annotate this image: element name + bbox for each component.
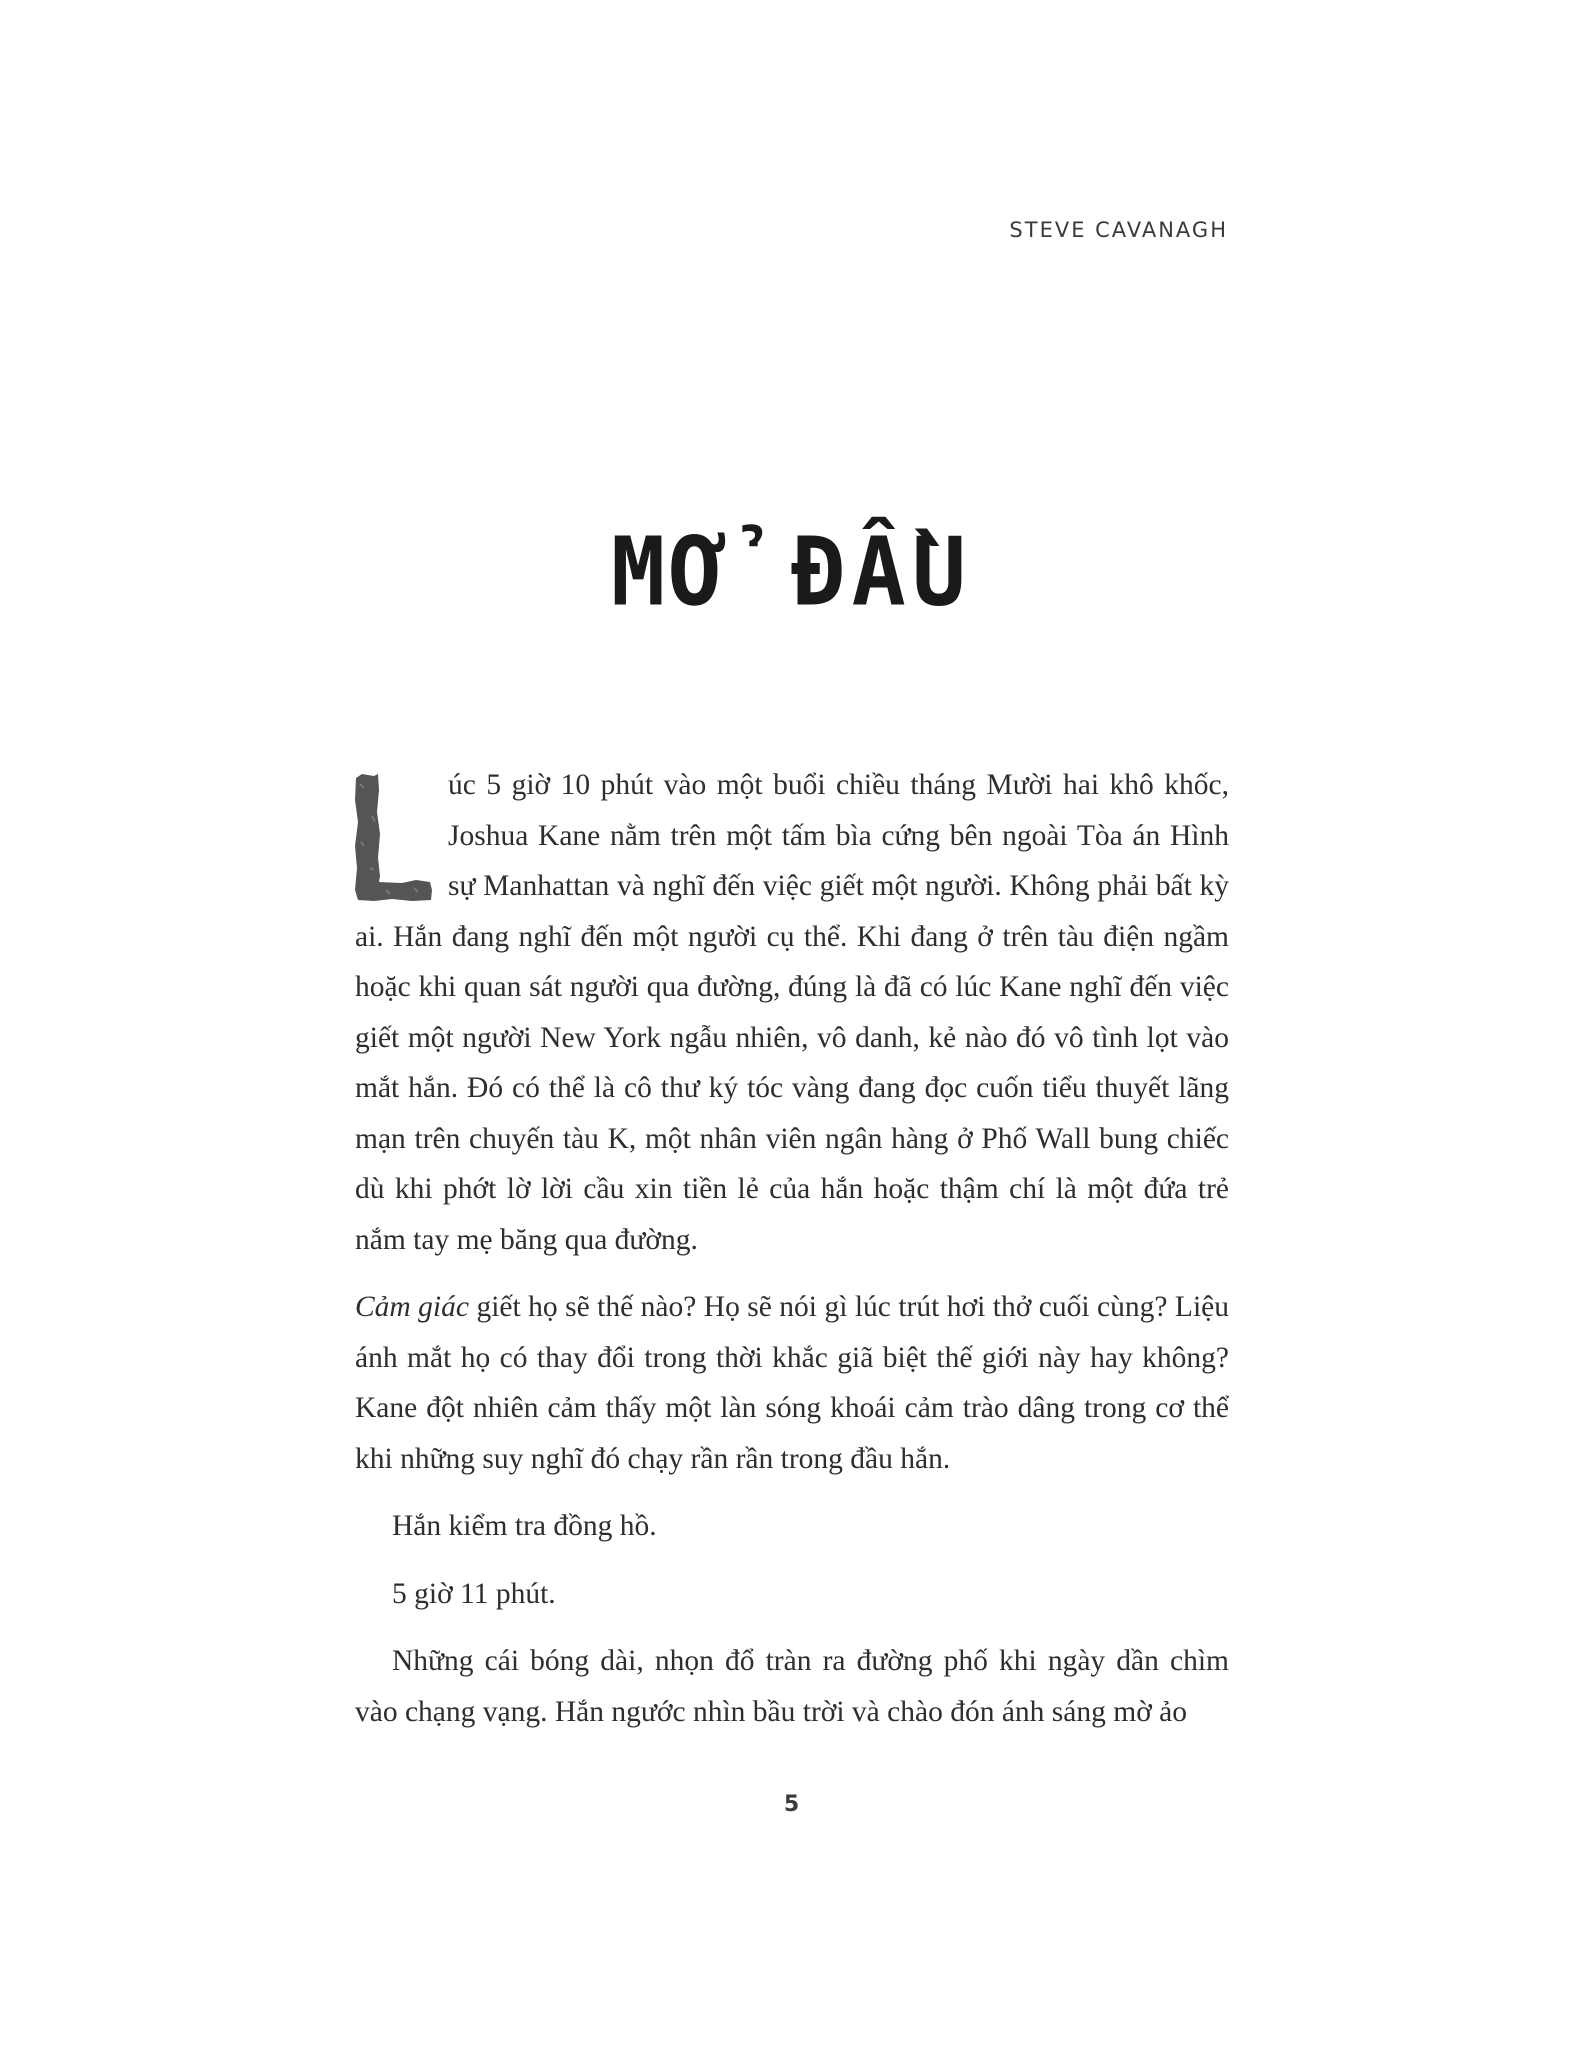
drop-cap-letter <box>352 772 353 773</box>
paragraph-1-text: úc 5 giờ 10 phút vào một buổi chiều tháng Mười hai khô khốc, Joshua Kane nằm trên một tấm bìa cứng bên ngoài Tòa án Hình sự Manhattan và nghĩ đến việc giết một người. Không phải bất kỳ ai. Hắn đang nghĩ đến một người cụ thể. Khi đang ở trên tàu điện ngầm hoặc khi quan sát người qua đường, đúng là đã có lúc Kane nghĩ đến việc giết một người New York ngẫu nhiên, vô danh, kẻ nào đó vô tình lọt vào mắt hắn. Đó có thể là cô thư ký tóc vàng đang đọc cuốn tiểu thuyết lãng mạn trên chuyến tàu K, một nhân viên ngân hàng ở Phố Wall bung chiếc dù khi phớt lờ lời cầu xin tiền lẻ của hắn hoặc thậm chí là một đứa trẻ nắm tay mẹ băng qua đường. <box>355 769 1229 1256</box>
paragraph-3: Hắn kiểm tra đồng hồ. <box>392 1510 657 1542</box>
paragraph-2 <box>355 1282 1229 1484</box>
paragraph-1 <box>355 760 1229 1265</box>
body-text <box>355 760 1229 1754</box>
paragraph-2-text: giết họ sẽ thế nào? Họ sẽ nói gì lúc trút hơi thở cuối cùng? Liệu ánh mắt họ có thay đổi trong thời khắc giã biệt thế giới này hay không? Kane đột nhiên cảm thấy một làn sóng khoái cảm trào dâng trong cơ thể khi những suy nghĩ đó chạy rần rần trong đầu hắn. <box>355 1291 1229 1475</box>
drop-cap <box>352 772 434 904</box>
running-header-author: STEVE CAVANAGH <box>1009 218 1228 242</box>
paragraph-2-italic: Cảm giác <box>355 1291 469 1323</box>
paragraph-4: 5 giờ 11 phút. <box>392 1577 556 1610</box>
page-number: 5 <box>783 1792 800 1817</box>
paragraph-5: Những cái bóng dài, nhọn đổ tràn ra đường phố khi ngày dần chìm vào chạng vạng. Hắn ngước nhìn bầu trời và chào đón ánh sáng mờ ảo <box>355 1645 1229 1728</box>
chapter-title: MỞ ĐẦU <box>610 517 973 628</box>
drop-cap-glyph <box>352 772 434 904</box>
